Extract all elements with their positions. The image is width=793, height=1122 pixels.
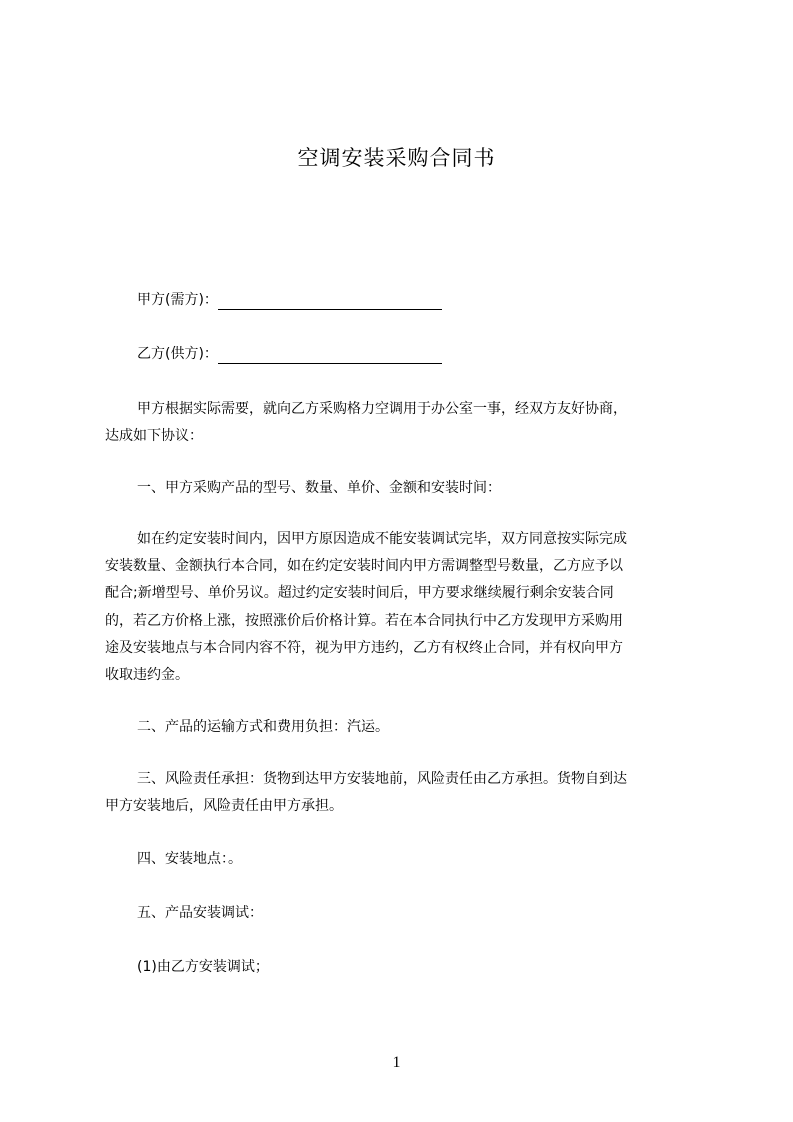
section1-heading	[105, 475, 700, 502]
section2	[105, 714, 700, 741]
party-b-blank	[218, 347, 442, 364]
section1-line: 收取违约金。	[105, 667, 189, 684]
section1-line: 的，若乙方价格上涨，按照涨价后价格计算。若在本合同执行中乙方发现甲方采购用	[105, 612, 623, 629]
section3-line: 三、风险责任承担：货物到达甲方安装地前，风险责任由乙方承担。货物自到达	[137, 771, 627, 787]
section1-line: 配合;新增型号、单价另议。超过约定安装时间后，甲方要求继续履行剩余安装合同	[105, 585, 614, 602]
section3-line: 甲方安装地后，风险责任由甲方承担。	[105, 798, 343, 815]
section1-line: 如在约定安装时间内，因甲方原因造成不能安装调试完毕，双方同意按实际完成	[137, 531, 627, 547]
section1-heading-text: 一、甲方采购产品的型号、数量、单价、金额和安装时间：	[137, 480, 501, 496]
party-b-label: 乙方(供方)：	[137, 346, 218, 362]
party-a-blank	[218, 293, 442, 310]
document-title: 空调安装采购合同书	[297, 146, 496, 170]
section5-text: 五、产品安装调试：	[137, 905, 263, 921]
party-a-line	[137, 290, 442, 310]
intro-line: 达成如下协议：	[105, 428, 203, 445]
item1-text: (1)由乙方安装调试；	[137, 959, 269, 975]
item1	[105, 954, 700, 981]
party-b-line	[137, 344, 442, 364]
section2-text: 二、产品的运输方式和费用负担：汽运。	[137, 719, 389, 735]
section1-body	[105, 526, 700, 689]
page-number: 1	[392, 1054, 401, 1071]
section1-line: 途及安装地点与本合同内容不符，视为甲方违约，乙方有权终止合同，并有权向甲方	[105, 639, 623, 656]
party-a-label: 甲方(需方)：	[137, 292, 218, 308]
section3	[105, 766, 700, 820]
intro-paragraph	[105, 396, 700, 450]
intro-line: 甲方根据实际需要，就向乙方采购格力空调用于办公室一事，经双方友好协商，	[137, 401, 627, 417]
section4	[105, 846, 700, 873]
section5	[105, 900, 700, 927]
section4-text: 四、安装地点：。	[137, 851, 242, 867]
section1-line: 安装数量、金额执行本合同，如在约定安装时间内甲方需调整型号数量，乙方应予以	[105, 558, 623, 575]
